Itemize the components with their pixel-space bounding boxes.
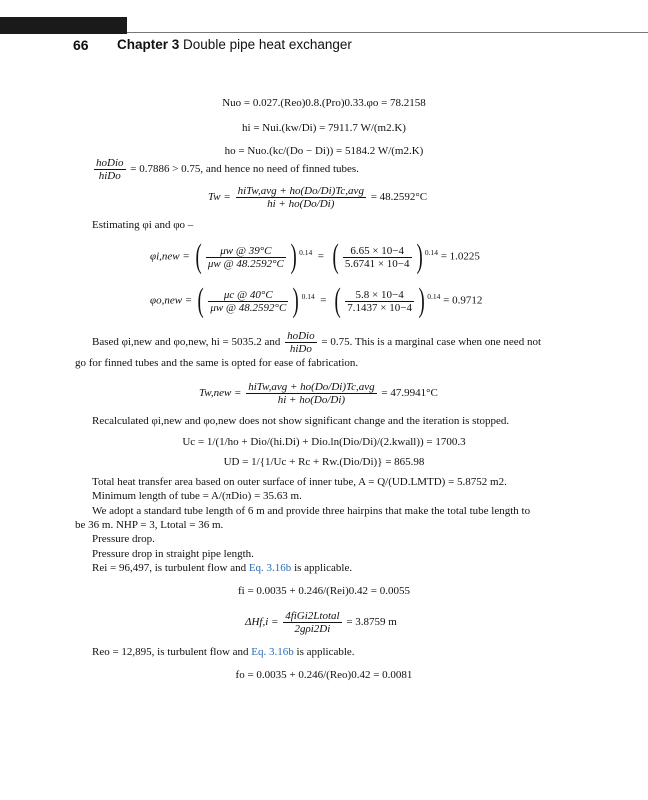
dh-numerator: 4fiGi2Ltotal (285, 610, 340, 622)
twnew-numerator: hiTw,avg + ho(Do/Di)Tc,avg (248, 381, 375, 393)
ratio-line (92, 157, 359, 182)
phi-i-exp1: 0.14 (299, 247, 313, 257)
eq-head-loss-inner (245, 610, 397, 635)
eq-nusselt-outer: Nuo = 0.027.(Reo)0.8.(Pro)0.33.φo = 78.2158 (222, 97, 426, 109)
phi-i-lhs: φi,new = (150, 250, 190, 263)
phi-o-lhs: φo,new = (150, 294, 193, 307)
phi-i-den1: μw @ 48.2592°C (207, 257, 284, 270)
re-outer-line (92, 646, 355, 659)
phi-o-result: = 0.9712 (443, 294, 483, 307)
phi-i-exp2: 0.14 (424, 247, 438, 257)
phi-i-den2: 5.6741 × 10−4 (344, 257, 410, 270)
eq-friction-outer: fo = 0.0035 + 0.246/(Reo)0.42 = 0.0081 (235, 669, 413, 681)
re-inner-line (92, 562, 352, 575)
ratio-conclusion: = 0.7886 > 0.75, and hence no need of finned tubes. (130, 163, 359, 176)
adopt-text-2: be 36 m. NHP = 3, Ltotal = 36 m. (75, 519, 224, 531)
phi-i-num1: μw @ 39°C (206, 245, 286, 258)
tw-lhs: Tw = (208, 191, 231, 204)
phi-o-num2: 5.8 × 10−4 (345, 289, 414, 302)
twnew-result: = 47.9941°C (381, 387, 438, 400)
estimating-text: Estimating φi and φo – (92, 219, 194, 231)
eq-h-inner: hi = Nui.(kw/Di) = 7911.7 W/(m2.K) (242, 122, 406, 134)
eq-phi-i: φi,new = ( $\frac{\mu w @ 39^\circ C}{\mu w @ 48.2592^\circ C}$ ) $^{0.14}$ = ( $\frac{6.65 \times 10-4}{5.6741 \times 10-4}$ ) $^{0.14}$ = 1.0225 (150, 238, 480, 275)
chapter-label: Chapter 3 (117, 37, 180, 52)
eq-316b-link-inner[interactable]: Eq. 3.16b (248, 562, 292, 574)
phi-o-exp1: 0.14 (301, 291, 315, 301)
area-text: Total heat transfer area based on outer surface of inner tube, A = Q/(UD.LMTD) = 5.8752 m2. (92, 476, 507, 488)
re-inner-suffix: is applicable. (294, 562, 353, 574)
phi-o-den1: μw @ 48.2592°C (210, 301, 287, 314)
phi-o-num1: μc @ 40°C (208, 289, 288, 302)
marginal-line-2: go for finned tubes and the same is opted for ease of fabrication. (75, 357, 359, 369)
ratio-numerator: hoDio (96, 157, 124, 169)
twnew-denominator: hi + ho(Do/Di) (277, 394, 346, 406)
re-outer-suffix: is applicable. (296, 646, 355, 658)
re-inner-prefix: Rei = 96,497, is turbulent flow and (92, 562, 247, 574)
eq-wall-temperature-new (199, 381, 438, 406)
re-outer-prefix: Reo = 12,895, is turbulent flow and (92, 646, 249, 658)
ratio-denominator: hiDo (98, 170, 121, 182)
marginal-case-line (92, 330, 541, 355)
marginal-denominator: hiDo (289, 343, 312, 355)
marginal-prefix: Based φi,new and φo,new, hi = 5035.2 and (92, 336, 281, 349)
pressure-drop-straight: Pressure drop in straight pipe length. (92, 548, 254, 560)
eq-wall-temperature (208, 185, 427, 210)
eq-phi-o: φo,new = ( $\frac{\mu c @ 40^\circ C}{\mu w @ 48.2592^\circ C}$ ) $^{0.14}$ = ( $\frac{5.8 \times 10-4}{7.1437 \times 10-4}$ ) $^{0.14}$ = 0.9712 (150, 282, 483, 319)
tw-numerator: hiTw,avg + ho(Do/Di)Tc,avg (237, 185, 364, 197)
eq-ud: UD = 1/{1/Uc + Rc + Rw.(Dio/Di)} = 865.98 (223, 456, 425, 468)
dh-lhs: ΔHf,i = (245, 616, 279, 629)
eq-h-outer: ho = Nuo.(kc/(Do − Di)) = 5184.2 W/(m2.K) (224, 145, 424, 157)
dh-result: = 3.8759 m (346, 616, 397, 629)
twnew-lhs: Tw,new = (199, 387, 242, 400)
eq-316b-link-outer[interactable]: Eq. 3.16b (251, 646, 294, 658)
phi-o-den2: 7.1437 × 10−4 (347, 301, 412, 314)
chapter-heading (117, 37, 352, 52)
adopt-text-1: We adopt a standard tube length of 6 m and provide three hairpins that make the total tube length to (92, 505, 531, 517)
phi-i-result: = 1.0225 (440, 250, 480, 263)
dh-denominator: 2gρi2Di (294, 623, 331, 635)
phi-i-num2: 6.65 × 10−4 (343, 245, 412, 258)
tw-denominator: hi + ho(Do/Di) (267, 198, 335, 210)
marginal-numerator: hoDio (287, 330, 315, 342)
eq-friction-inner: fi = 0.0035 + 0.246/(Rei)0.42 = 0.0055 (238, 585, 410, 597)
page-number: 66 (73, 37, 89, 53)
phi-o-exp2: 0.14 (427, 291, 441, 301)
min-length-text: Minimum length of tube = A/(πDio) = 35.63 m. (92, 490, 302, 502)
header-rule (127, 32, 648, 33)
eq-uc: Uc = 1/(1/ho + Dio/(hi.Di) + Dio.ln(Dio/Di)/(2.kwall)) = 1700.3 (182, 436, 466, 448)
marginal-suffix: = 0.75. This is a marginal case when one need not (321, 336, 541, 349)
pressure-drop-title: Pressure drop. (92, 533, 155, 545)
chapter-title: Double pipe heat exchanger (183, 37, 352, 52)
recalculated-text: Recalculated φi,new and φo,new does not show significant change and the iteration is stopped. (92, 415, 510, 427)
header-bar (0, 17, 127, 34)
tw-result: = 48.2592°C (370, 191, 428, 204)
